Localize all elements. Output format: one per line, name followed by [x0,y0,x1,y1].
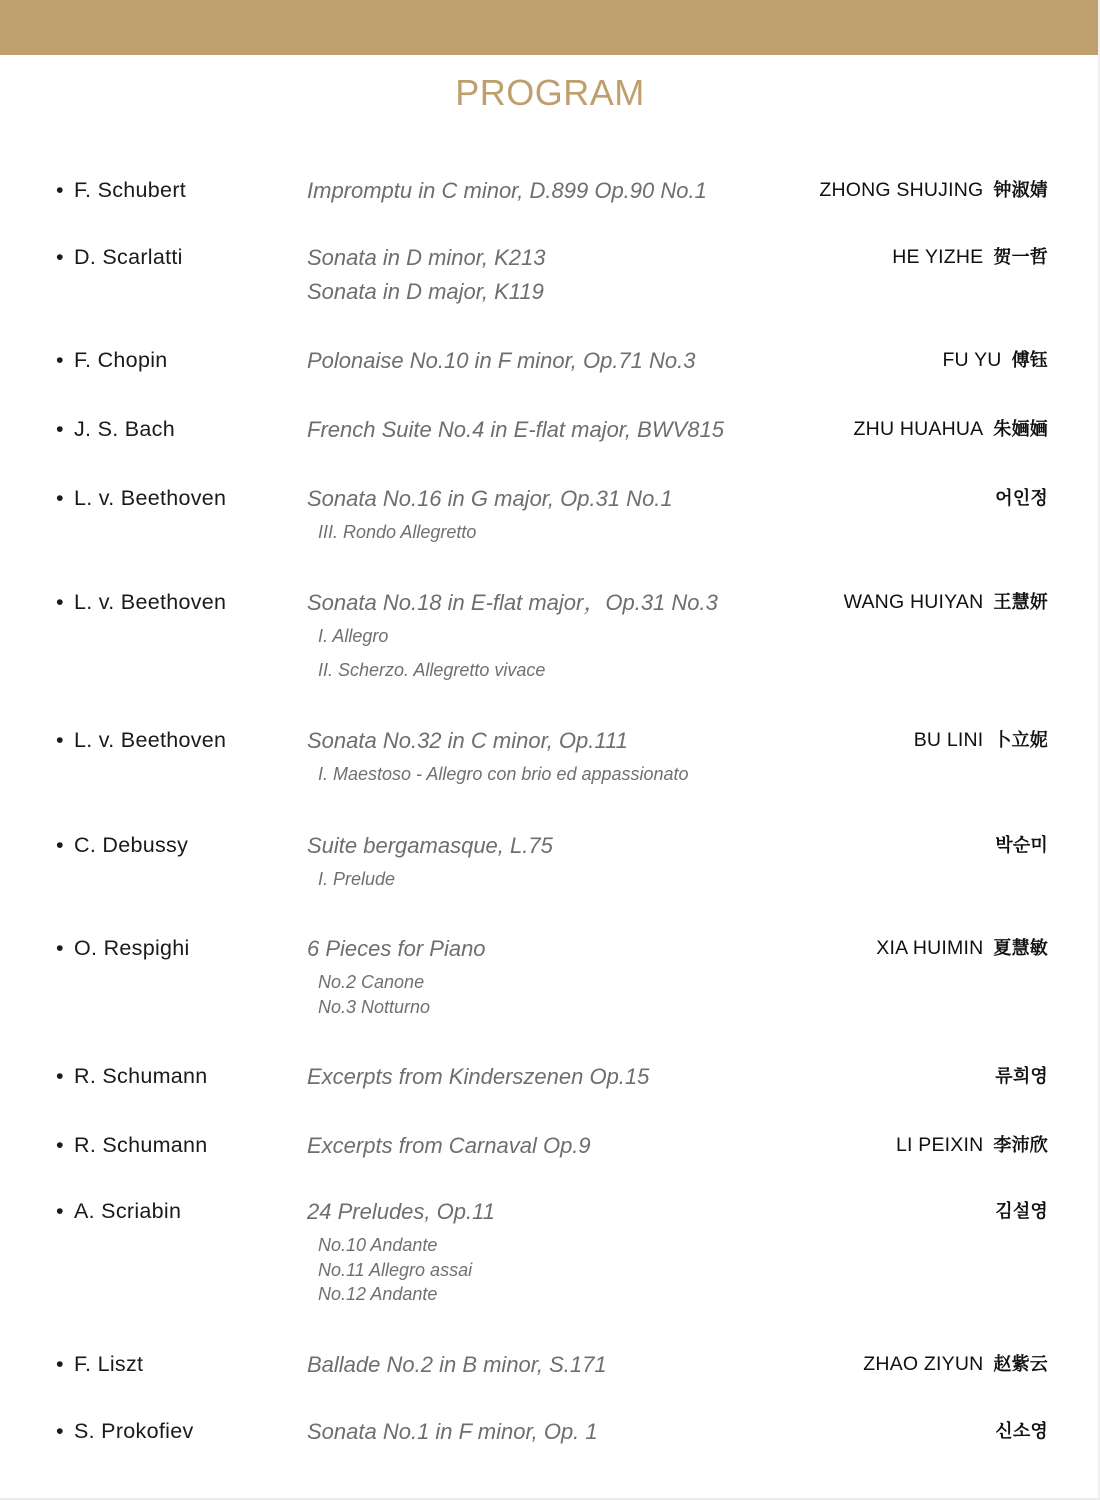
work-title [307,1133,591,1167]
bullet-icon: • [56,245,64,269]
performer [863,1350,1048,1376]
page-title: PROGRAM [455,72,645,113]
performer-native-name: 卜立妮 [993,730,1048,751]
movement-item: II. Scherzo. Allegretto vivace [318,660,546,680]
work-line: Excerpts from Kinderszenen Op.15 [307,1064,650,1089]
movement-list [307,1233,495,1307]
composer-text: L. v. Beethoven [74,728,227,752]
bullet-icon: • [56,348,64,372]
performer [995,1062,1048,1088]
composer-text: F. Liszt [74,1352,144,1376]
bullet-icon: • [56,728,64,752]
bullet-icon: • [56,1133,64,1157]
movement-list [307,867,553,901]
composer-name [56,590,226,615]
performer-native-name: 朱婳婳 [993,419,1048,440]
movement-item: No.3 Notturno [318,996,431,1017]
performer-native-name: 钟淑婧 [993,180,1048,201]
bullet-icon: • [56,1419,64,1443]
composer-name [56,833,188,858]
composer-name [56,245,183,270]
bullet-icon: • [56,1199,64,1223]
work-line: Ballade No.2 in B minor, S.171 [307,1352,607,1377]
movement-list [307,520,673,554]
performer-name: ZHAO ZIYUN [863,1353,984,1375]
performer-native-name: 赵紫云 [993,1354,1048,1375]
movement-item: No.12 Andante [318,1284,438,1304]
performer-native-name: 夏慧敏 [993,938,1048,959]
composer-text: F. Schubert [74,178,187,202]
performer-name: LI PEIXIN [895,1134,984,1156]
work-line: 24 Preludes, Op.11 [307,1199,495,1224]
performer [995,1197,1048,1223]
work-line: Excerpts from Carnaval Op.9 [307,1133,591,1158]
work-line: Polonaise No.10 in F minor, Op.71 No.3 [307,348,696,373]
work-line: Suite bergamasque, L.75 [307,833,553,858]
composer-text: D. Scarlatti [74,245,183,269]
composer-name [56,728,226,753]
work-line: Sonata No.16 in G major, Op.31 No.1 [307,486,673,511]
performer-native-name: 박순미 [995,835,1048,856]
work-line: Sonata No.1 in F minor, Op. 1 [307,1419,598,1444]
composer-name [56,178,186,203]
bullet-icon: • [56,1064,64,1088]
performer-native-name: 李沛欣 [993,1135,1048,1156]
movement-list [307,970,486,1019]
work-title [307,1352,607,1386]
performer [995,831,1048,857]
work-title [307,178,707,212]
composer-text: A. Scriabin [74,1199,182,1223]
bullet-icon: • [56,936,64,960]
bullet-icon: • [56,417,64,441]
work-line: Sonata No.32 in C minor, Op.111 [307,728,628,753]
performer [819,176,1048,202]
work-line: Sonata No.18 in E-flat major，Op.31 No.3 [307,590,718,615]
composer-text: C. Debussy [74,833,189,857]
movement-item: No.11 Allegro assai [318,1259,473,1280]
bullet-icon: • [56,1352,64,1376]
performer-native-name: 김설영 [995,1201,1048,1222]
performer-native-name: 신소영 [995,1421,1048,1442]
work-title [307,245,545,313]
performer [896,1131,1048,1157]
work-title [307,1199,495,1307]
performer [892,243,1048,269]
work-title [307,833,553,901]
composer-name [56,1352,143,1377]
performer [995,1417,1048,1443]
composer-name [56,1419,194,1444]
work-line: 6 Pieces for Piano [307,936,486,961]
performer [914,726,1048,752]
work-title [307,1419,598,1453]
movement-item: III. Rondo Allegretto [318,522,477,542]
performer-native-name: 어인정 [995,488,1048,509]
performer [854,415,1048,441]
performer [942,346,1048,372]
composer-name [56,348,168,373]
performer-native-name: 傅钰 [1011,350,1048,371]
performer-name: FU YU [942,349,1002,371]
header-band [0,0,1100,55]
composer-text: O. Respighi [74,936,190,960]
performer-name: HE YIZHE [892,246,984,268]
movement-item: I. Allegro [318,626,389,646]
work-line: Impromptu in C minor, D.899 Op.90 No.1 [307,178,707,203]
composer-name [56,417,175,442]
performer-native-name: 王慧妍 [993,592,1048,613]
work-title [307,936,486,1019]
work-line: Sonata in D major, K119 [307,279,544,304]
bullet-icon: • [56,486,64,510]
composer-text: F. Chopin [74,348,168,372]
bullet-icon: • [56,833,64,857]
composer-name [56,486,226,511]
performer-native-name: 贺一哲 [993,247,1048,268]
performer-name: BU LINI [913,729,984,751]
performer-native-name: 류희영 [995,1066,1048,1087]
composer-text: R. Schumann [74,1064,208,1088]
composer-text: L. v. Beethoven [74,590,227,614]
bullet-icon: • [56,590,64,614]
composer-name [56,1133,208,1158]
work-title [307,1064,649,1098]
composer-name [56,1199,181,1224]
movement-list [307,762,689,796]
performer-name: ZHONG SHUJING [819,179,984,201]
work-title [307,728,689,796]
work-line: French Suite No.4 in E-flat major, BWV815 [307,417,724,442]
movement-item: I. Prelude [318,869,396,889]
composer-text: J. S. Bach [74,417,175,441]
work-title [307,590,718,692]
composer-text: S. Prokofiev [74,1419,194,1443]
bullet-icon: • [56,178,64,202]
composer-name [56,1064,208,1089]
performer-name: ZHU HUAHUA [853,418,984,440]
movement-list [307,624,718,692]
composer-text: R. Schumann [74,1133,208,1157]
work-line: Sonata in D minor, K213 [307,245,546,270]
work-title [307,486,673,554]
performer [995,484,1048,510]
work-title [307,348,695,382]
movement-item: No.10 Andante [318,1235,438,1255]
performer-name: XIA HUIMIN [876,937,984,959]
performer [844,588,1048,614]
work-title [307,417,724,451]
performer-name: WANG HUIYAN [843,591,984,613]
composer-name [56,936,190,961]
composer-text: L. v. Beethoven [74,486,227,510]
movement-item: I. Maestoso - Allegro con brio ed appassionato [318,764,689,784]
performer [876,934,1048,960]
movement-item: No.2 Canone [318,972,425,992]
